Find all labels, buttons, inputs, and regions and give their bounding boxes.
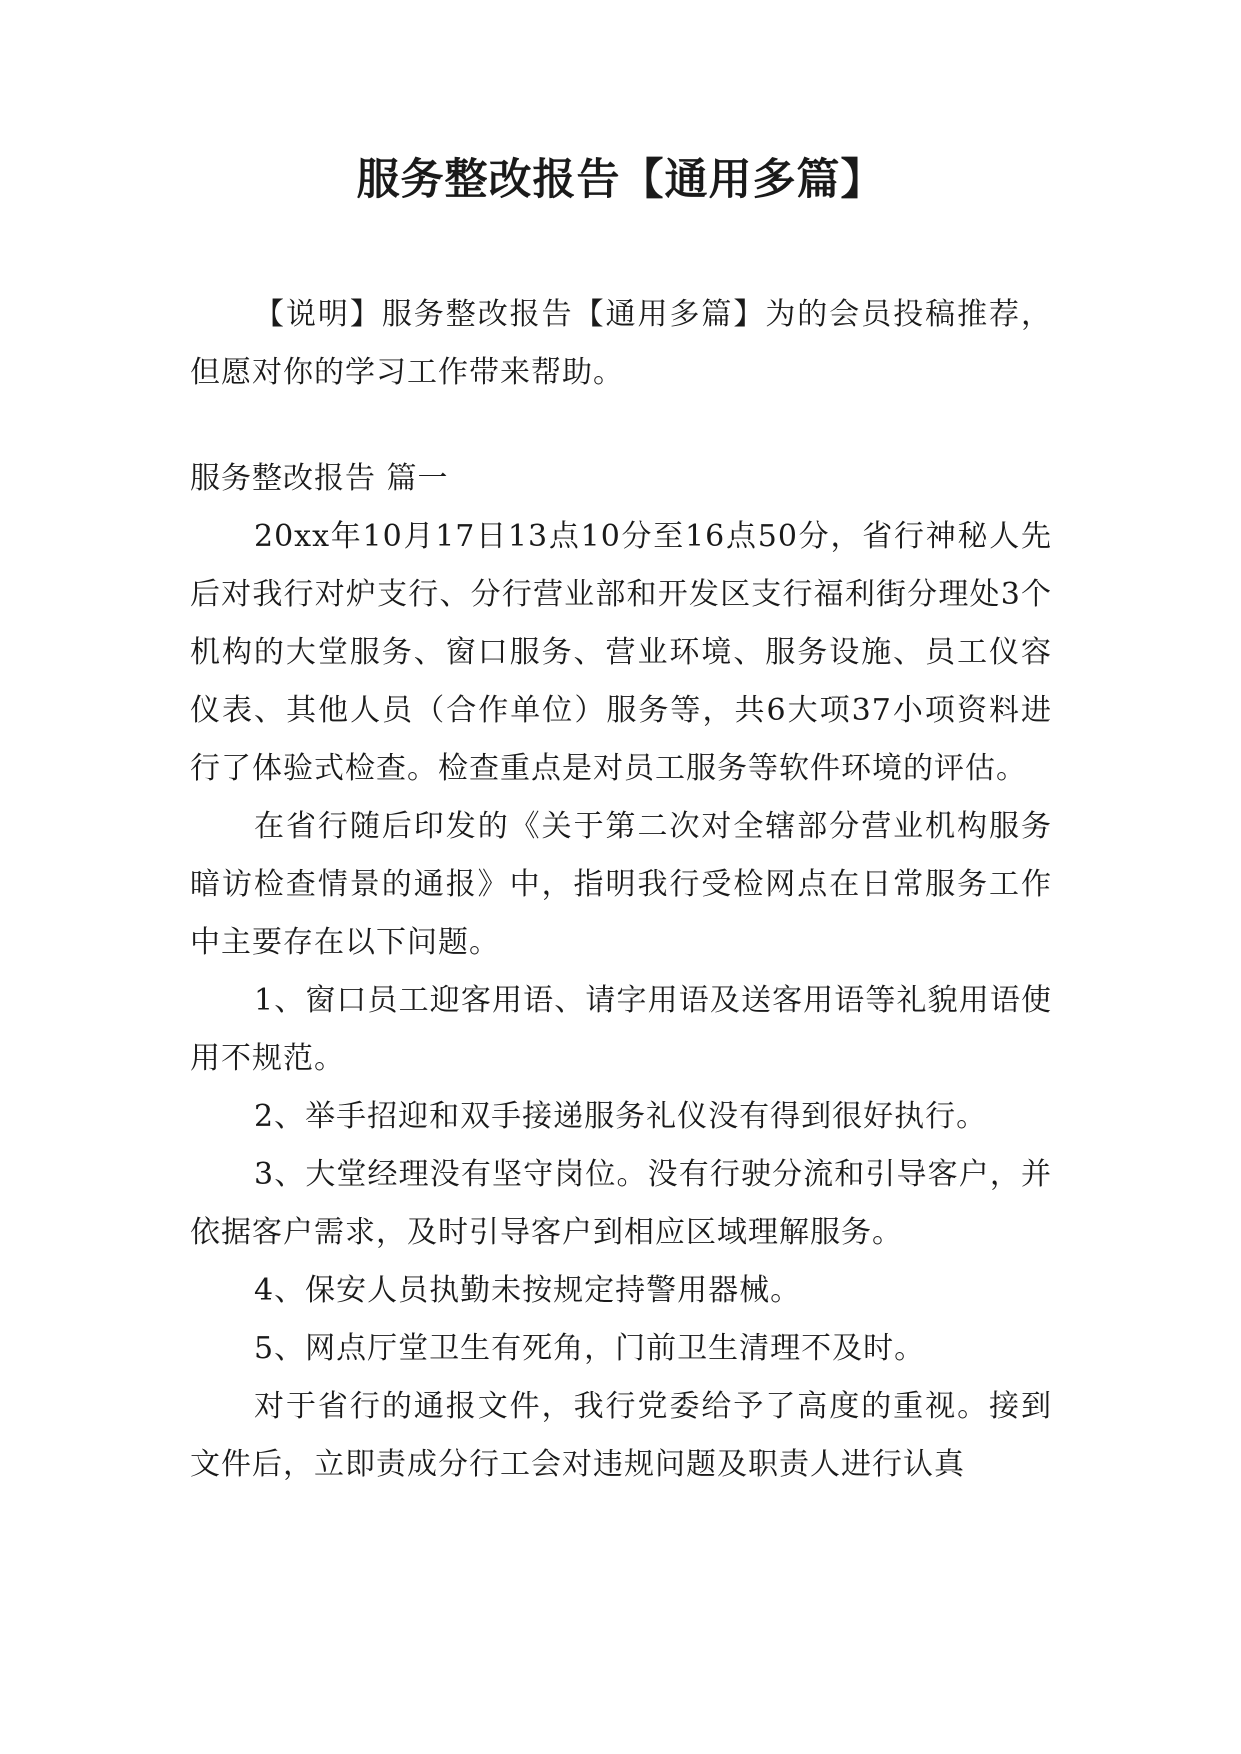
list-item: 1、窗口员工迎客用语、请字用语及送客用语等礼貌用语使用不规范。 (190, 983, 1052, 1076)
paragraph: 对于省行的通报文件，我行党委给予了高度的重视。接到文件后，立即责成分行工会对违规问题及职责人进行认真 (190, 1389, 1052, 1482)
list-item: 3、大堂经理没有坚守岗位。没有行驶分流和引导客户，并依据客户需求，及时引导客户到相应区域理解服务。 (190, 1157, 1052, 1250)
paragraph: 20xx年10月17日13点10分至16点50分，省行神秘人先后对我行对炉支行、分行营业部和开发区支行福利街分理处3个机构的大堂服务、窗口服务、营业环境、服务设施、员工仪容仪表、其他人员（合作单位）服务等，共6大项37小项资料进行了体验式检查。检查重点是对员工服务等软件环境的评估。 (190, 519, 1052, 786)
document-title: 服务整改报告【通用多篇】 (356, 155, 885, 205)
list-item: 5、网点厅堂卫生有死角，门前卫生清理不及时。 (254, 1331, 926, 1366)
note-paragraph: 【说明】服务整改报告【通用多篇】为的会员投稿推荐，但愿对你的学习工作带来帮助。 (190, 297, 1052, 390)
list-item: 2、举手招迎和双手接递服务礼仪没有得到很好执行。 (254, 1099, 988, 1134)
list-item: 4、保安人员执勤未按规定持警用器械。 (254, 1273, 802, 1308)
document-body (190, 286, 1052, 1494)
section-heading: 服务整改报告 篇一 (190, 461, 449, 496)
paragraph: 在省行随后印发的《关于第二次对全辖部分营业机构服务暗访检查情景的通报》中，指明我行受检网点在日常服务工作中主要存在以下问题。 (190, 809, 1052, 960)
